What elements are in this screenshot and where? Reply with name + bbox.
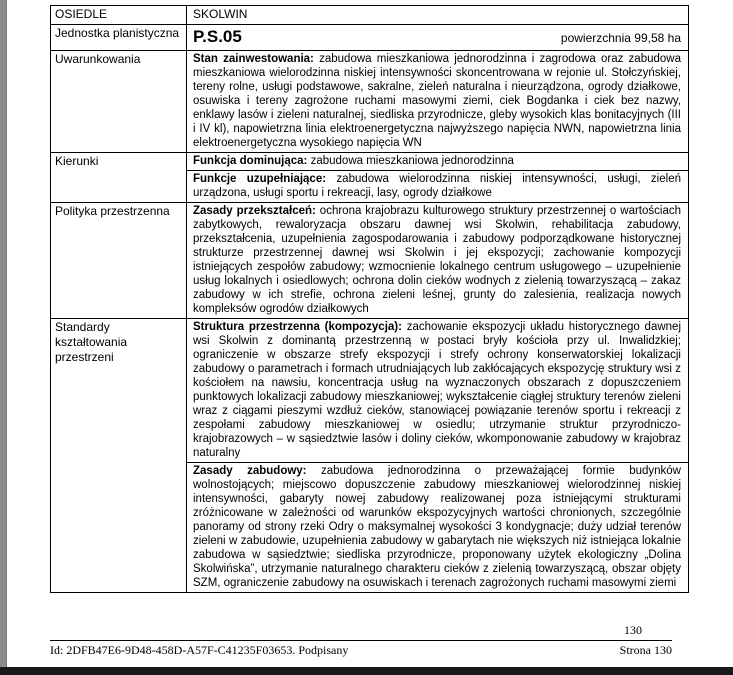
row-label-kierunki: Kierunki <box>51 153 187 202</box>
unit-cell <box>187 25 688 50</box>
table-row-uwarunkowania <box>51 51 688 153</box>
page-number: 130 <box>624 623 642 637</box>
standardy-cells <box>187 319 688 592</box>
section-body: zachowanie ekspozycji układu historycznego dawnej wsi Skolwin z dominantą przestrzenną w postaci bryły kościoła przy ul. Inwalidzkiej; ograniczenie w obszarze strefy ekspozycji i strefy ochrony konserwatorskiej lokalizacji zabudowy o parametrach i formach utrudniających lub zakłócających ekspozycję struktury wsi z kościołem na nawsiu, koncentracja usług na wyznaczonych obszarach z dopuszczeniem punktowych lokalizacji zabudowy mieszkaniowej; wykształcenie ciągłej struktury terenów zieleni wraz z ciągami pieszymi wzdłuż cieków, stanowiącej powiązanie terenów sportu i rekreacji z zespołami zabudowy mieszkaniowej w osiedlu; utrzymanie struktur przyrodniczo-krajobrazowych – w sąsiedztwie lasów i doliny cieków, wkomponowanie zabudowy w krajobraz naturalny <box>193 321 681 459</box>
section-body: zabudowa mieszkaniowa jednorodzinna i zagrodowa oraz zabudowa mieszkaniowa wielorodzinna niskiej intensywności skoncentrowana w rejonie ul. Stołczyńskiej, tereny rolne, usługi podstawowe, sakralne, zieleń naturalna i nieurządzona, ogrody działkowe, osuwiska i tereny zagrożone ruchami masowymi ziemi, ciek Bogdanka i ciek bez nazwy, enklawy lasów i zieleni naturalnej, siedliska przyrodnicze, gleby wysokich klas bonitacyjnych (III i IV kl), napowietrzna linia elektroenergetyczna najwyższego napięcia NWN, napowietrzna linia elektroenergetyczna wysokiego napięcia WN <box>193 53 681 149</box>
unit-code: P.S.05 <box>193 27 242 46</box>
section-body: zabudowa mieszkaniowa jednorodzinna <box>310 155 514 167</box>
kierunki-cells <box>187 153 688 202</box>
section-title: Funkcje uzupełniające: <box>193 173 327 185</box>
standardy-zasady-zabudowy <box>187 463 688 592</box>
unit-area: powierzchnia 99,58 ha <box>560 31 681 45</box>
kierunki-funkcja-dominujaca <box>187 153 688 171</box>
section-title: Struktura przestrzenna (kompozycja): <box>193 321 402 333</box>
section-title: Zasady zabudowy: <box>193 465 307 477</box>
section-title: Zasady przekształceń: <box>193 205 316 217</box>
page-footer <box>50 623 672 658</box>
viewer-left-edge <box>0 0 7 675</box>
row-label-jednostka: Jednostka planistyczna <box>51 25 187 50</box>
row-label-uwarunkowania: Uwarunkowania <box>51 51 187 152</box>
polityka-text <box>187 203 688 318</box>
section-body: zabudowa wielorodzinna niskiej intensywności, usługi, zieleń urządzona, usługi sportu i rekreacji, lasy, ogrody działkowe <box>193 173 681 199</box>
planning-unit-table <box>50 5 689 593</box>
document-page <box>7 0 733 667</box>
table-row-polityka <box>51 203 688 319</box>
table-row-kierunki <box>51 153 688 203</box>
section-body: zabudowa jednorodzinna o przeważającej formie budynków wolnostojących; miejscowo dopuszczenie zabudowy mieszkaniowej wielorodzinnej niskiej intensywności, gabaryty nowej zabudowy realizowanej poza istniejącymi strukturami zróżnicowane w zależności od warunków ekspozycyjnych wartości chronionych, szczególnie panoramy od strony rzeki Odry o maksymalnej wysokości 3 kondygnacje; duży udział terenów zieleni w zabudowie, uzupełnienia zabudowy w gabarytach nie większych niż istniejąca lokalnie zabudowa w sąsiedztwie; siedliska przyrodnicze, proponowany użytek ekologiczny „Dolina Skolwińska”, utrzymanie naturalnego charakteru cieków z zielenią towarzyszącą, obszar objęty SZM, ograniczenie zabudowy na osuwiskach i terenach zagrożonych ruchami masowymi ziemi <box>193 465 681 589</box>
row-label-standardy: Standardy kształtowania przestrzeni <box>51 319 187 592</box>
section-title: Funkcja dominująca: <box>193 155 308 167</box>
table-row-standardy <box>51 319 688 592</box>
section-body: ochrona krajobrazu kulturowego struktury przestrzennej o wartościach zabytkowych, rewaloryzacja obszaru dawnej wsi Skolwin, rehabilitacja zabudowy, przekształcenia, uzupełnienia zagospodarowania i zabudowy podporządkowane historycznej strukturze przestrzennej dawnej wsi Skolwin i jej ekspozycji; zachowanie kompozycji istniejących zespołów zabudowy; wzmocnienie lokalnego centrum usługowego – uzupełnienie usług lokalnych i osiedlowych; ochrona dolin cieków wodnych z zielenią towarzyszącą – zakaz zabudowy w ich strefie, ochrona zieleni leśnej, grunty do zalesienia, realizacja nowych kompleksów ogrodów działkowych <box>193 205 681 315</box>
page-label: Strona 130 <box>619 643 672 657</box>
table-row-osiedle <box>51 6 688 25</box>
viewer-bottom-edge <box>0 667 733 675</box>
document-id: Id: 2DFB47E6-9D48-458D-A57F-C41235F03653. Podpisany <box>50 643 349 657</box>
section-title: Stan zainwestowania: <box>193 53 314 65</box>
standardy-struktura-przestrzenna <box>187 319 688 463</box>
row-label-polityka: Polityka przestrzenna <box>51 203 187 318</box>
uwarunkowania-text <box>187 51 688 152</box>
table-row-jednostka <box>51 25 688 51</box>
kierunki-funkcje-uzupelniajace <box>187 171 688 202</box>
row-label-osiedle: OSIEDLE <box>51 6 187 24</box>
osiedle-value: SKOLWIN <box>193 7 248 21</box>
